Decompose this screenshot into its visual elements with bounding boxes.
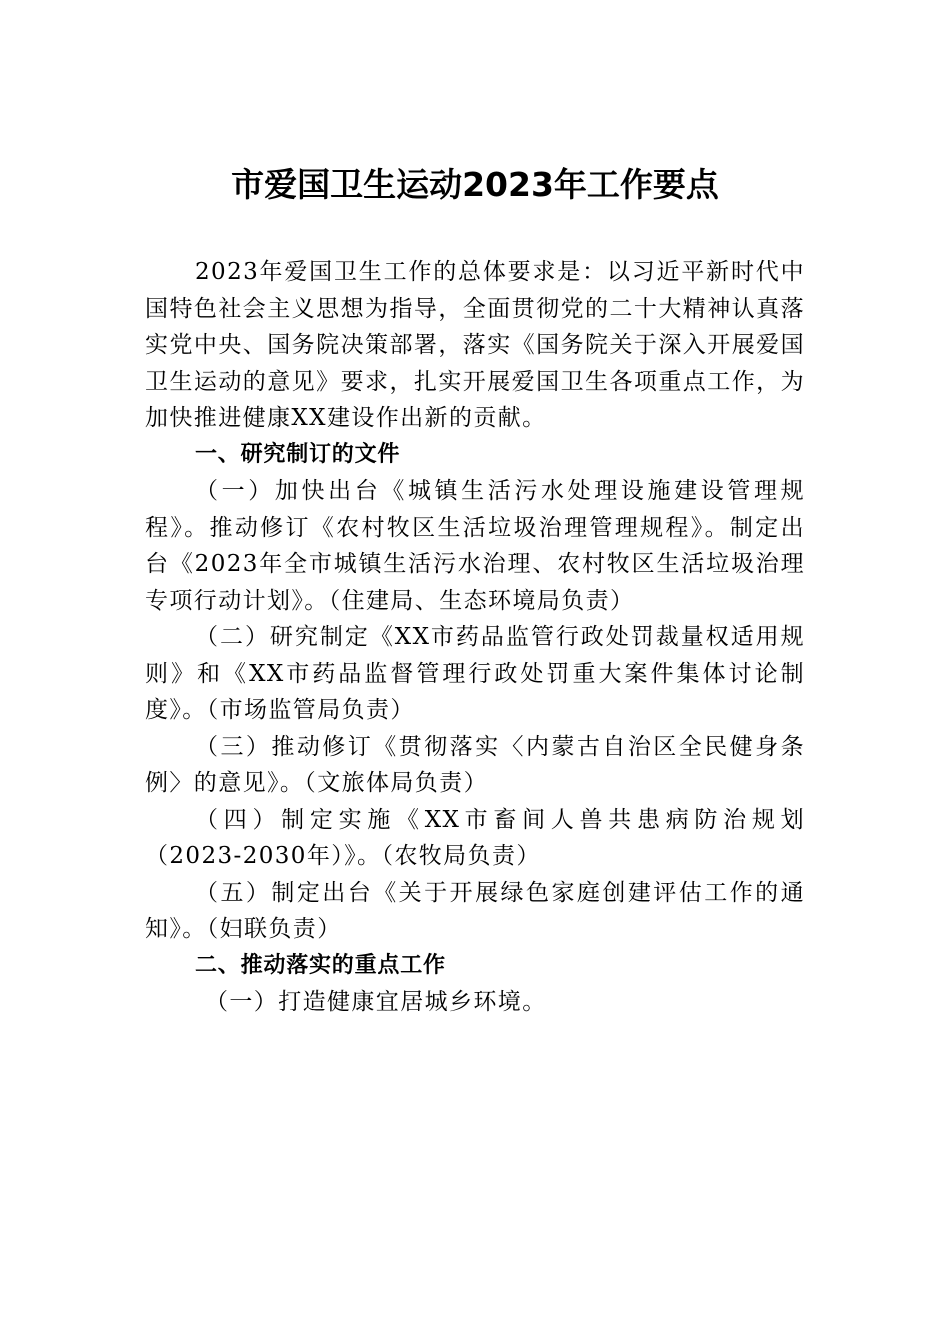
document-body bbox=[145, 254, 805, 1021]
document-title: 市爱国卫生运动2023年工作要点 bbox=[231, 165, 719, 204]
section-1-item-1: （一）加快出台《城镇生活污水处理设施建设管理规程》。推动修订《农村牧区生活垃圾治理管理规程》。制定出台《2023年全市城镇生活污水治理、农村牧区生活垃圾治理专项行动计划》。（住建局、生态环境局负责） bbox=[145, 478, 805, 614]
section-2-sub-1: （一）打造健康宜居城乡环境。 bbox=[205, 989, 547, 1015]
section-1-item-5: （五）制定出台《关于开展绿色家庭创建评估工作的通知》。（妇联负责） bbox=[145, 879, 805, 942]
section-1-item-3: （三）推动修订《贯彻落实〈内蒙古自治区全民健身条例〉的意见》。（文旅体局负责） bbox=[145, 733, 805, 796]
intro-paragraph: 2023年爱国卫生工作的总体要求是：以习近平新时代中国特色社会主义思想为指导，全面贯彻党的二十大精神认真落实党中央、国务院决策部署，落实《国务院关于深入开展爱国卫生运动的意见》要求，扎实开展爱国卫生各项重点工作，为加快推进健康XX建设作出新的贡献。 bbox=[145, 259, 805, 431]
section-2-heading: 二、推动落实的重点工作 bbox=[195, 952, 446, 978]
section-1-heading: 一、研究制订的文件 bbox=[195, 441, 401, 467]
section-1-item-2: （二）研究制定《XX市药品监管行政处罚裁量权适用规则》和《XX市药品监督管理行政处罚重大案件集体讨论制度》。（市场监管局负责） bbox=[145, 624, 805, 723]
section-1-item-4: （四）制定实施《XX市畜间人兽共患病防治规划（2023-2030年）》。（农牧局负责） bbox=[145, 806, 805, 869]
